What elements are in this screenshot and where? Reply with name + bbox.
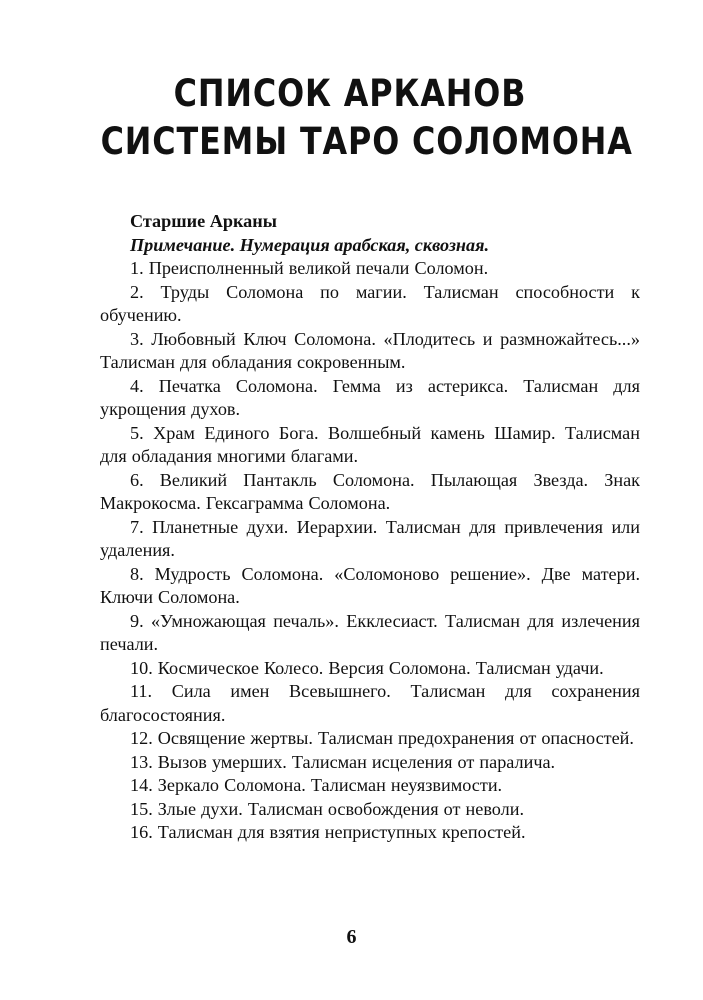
arcana-item-13: 13. Вызов умерших. Талисман исцеления от паралича. — [130, 751, 556, 772]
arcana-item-8: 8. Мудрость Соломона. «Соломоново решение». Две матери. Ключи Соломона. — [100, 563, 640, 607]
page-number: 6 — [346, 926, 357, 948]
arcana-item-11: 11. Сила имен Всевышнего. Талисман для сохранения благосостояния. — [100, 681, 640, 725]
arcana-item-2: 2. Труды Соломона по магии. Талисман способности к обучению. — [100, 281, 640, 325]
arcana-item-3: 3. Любовный Ключ Соломона. «Плодитесь и размножайтесь...» Талисман для обладания сокровенным. — [100, 328, 640, 372]
arcana-item-10: 10. Космическое Колесо. Версия Соломона. Талисман удачи. — [130, 657, 604, 678]
arcana-item-15: 15. Злые духи. Талисман освобождения от неволи. — [130, 798, 525, 819]
arcana-item-9: 9. «Умножающая печаль». Екклесиаст. Талисман для излечения печали. — [100, 610, 640, 654]
arcana-item-7: 7. Планетные духи. Иерархии. Талисман для привлечения или удаления. — [100, 516, 640, 560]
arcana-item-1: 1. Преисполненный великой печали Соломон. — [130, 258, 489, 278]
section-heading: Старшие Арканы — [130, 211, 277, 231]
chapter-title-line-2: СИСТЕМЫ ТАРО СОЛОМОНА — [100, 120, 633, 163]
arcana-item-6: 6. Великий Пантакль Соломона. Пылающая Звезда. Знак Макрокосма. Гексаграмма Соломона. — [100, 469, 640, 513]
numbering-note: Примечание. Нумерация арабская, сквозная. — [130, 234, 490, 255]
arcana-item-14: 14. Зеркало Соломона. Талисман неуязвимости. — [130, 775, 503, 795]
chapter-title-line-1: СПИСОК АРКАНОВ — [173, 72, 527, 115]
body-text — [100, 210, 640, 845]
arcana-item-16: 16. Талисман для взятия неприступных крепостей. — [130, 822, 526, 842]
chapter-title — [100, 70, 633, 166]
arcana-item-12: 12. Освящение жертвы. Талисман предохранения от опасностей. — [130, 728, 634, 748]
arcana-item-5: 5. Храм Единого Бога. Волшебный камень Шамир. Талисман для обладания многими благами. — [100, 422, 640, 466]
arcana-item-4: 4. Печатка Соломона. Гемма из астерикса. Талисман для укрощения духов. — [100, 375, 640, 419]
